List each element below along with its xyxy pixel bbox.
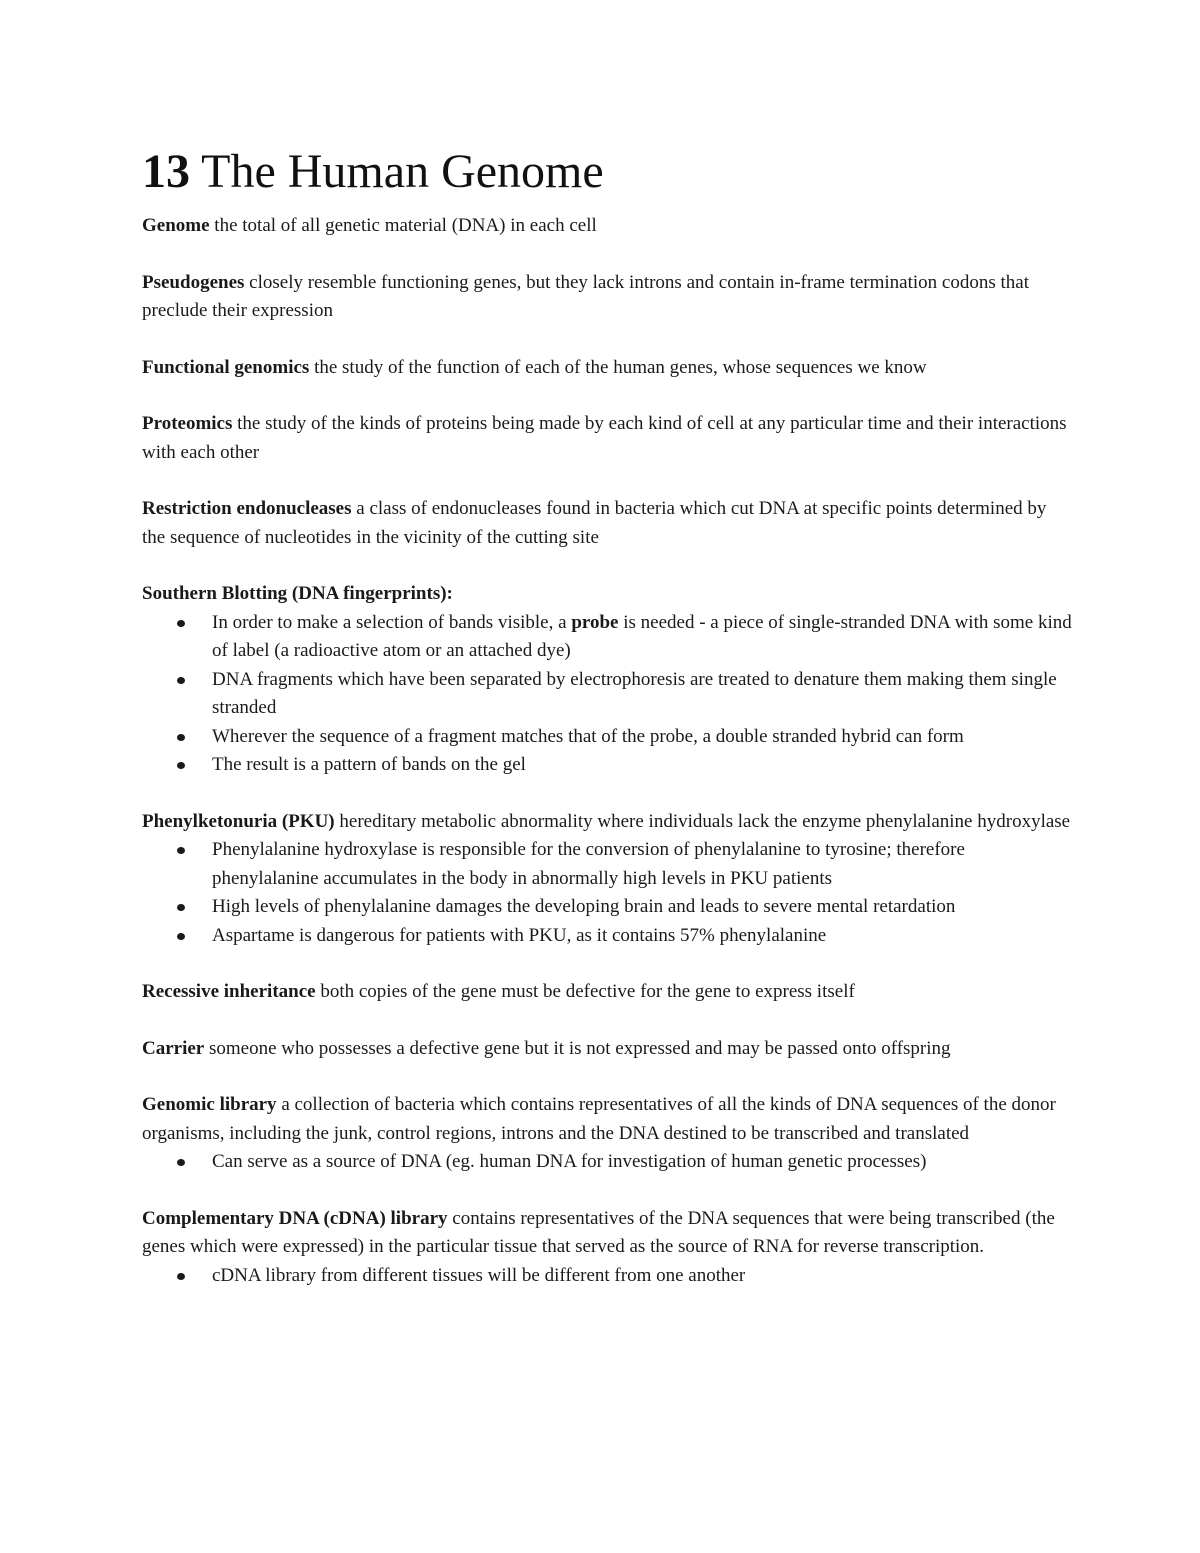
term-label: Recessive inheritance [142,981,316,1002]
term-label: Pseudogenes [142,271,245,293]
definition-restriction-endonucleases [142,495,1072,552]
cdna-library-list [142,1262,1072,1291]
definition-text: the study of the kinds of proteins being made by each kind of cell at any particular time and their interactions with each other [142,413,1067,463]
list-item-bold-text: probe [571,611,619,633]
list-item [142,751,1072,780]
genomic-library-list [142,1148,1072,1177]
list-item-text: Phenylalanine hydroxylase is responsible for the conversion of phenylalanine to tyrosine; therefore phenylalanine accumulates in the body in abnormally high levels in PKU patients [212,839,965,889]
definition-proteomics [142,410,1072,467]
title-text: The Human Genome [190,145,604,198]
list-item [142,893,1072,922]
definition-phenylketonuria [142,808,1072,837]
title-number: 13 [142,145,190,198]
definition-functional-genomics [142,354,1072,383]
bullet-icon [177,677,185,684]
definition-genomic-library [142,1091,1072,1148]
bullet-icon [177,734,185,741]
bullet-icon [177,1159,185,1166]
list-item-text: Aspartame is dangerous for patients with PKU, as it contains 57% phenylalanine [212,924,827,946]
bullet-icon [177,904,185,911]
definition-cdna-library [142,1205,1072,1262]
list-item-text: High levels of phenylalanine damages the developing brain and leads to severe mental retardation [212,896,956,917]
list-item-text: The result is a pattern of bands on the gel [212,754,526,775]
term-label: Carrier [142,1037,205,1059]
list-item [142,836,1072,893]
list-item [142,922,1072,951]
definition-text: the total of all genetic material (DNA) in each cell [209,215,597,236]
term-label: Complementary DNA (cDNA) library [142,1207,448,1229]
definition-text: hereditary metabolic abnormality where individuals lack the enzyme phenylalanine hydroxylase [334,810,1071,832]
pku-list [142,836,1072,950]
list-item-text: Can serve as a source of DNA (eg. human DNA for investigation of human genetic processes) [212,1151,927,1172]
bullet-icon [177,933,185,940]
list-item-text: In order to make a selection of bands visible, a [212,611,572,633]
definition-text: someone who possesses a defective gene but it is not expressed and may be passed onto offspring [204,1037,951,1059]
list-item-text: is needed - a piece of single-stranded DNA with some kind of label (a radioactive atom or an attached dye) [212,611,1072,661]
definition-pseudogenes [142,269,1072,326]
term-label: Proteomics [142,413,233,434]
term-label: Restriction endonucleases [142,498,352,519]
definition-genome [142,212,1072,241]
definition-text: a collection of bacteria which contains representatives of all the kinds of DNA sequences of the donor organisms, including the junk, control regions, introns and the DNA destined to be transcribed and translated [142,1094,1056,1144]
bullet-icon [177,1273,185,1280]
list-item [142,666,1072,723]
bullet-icon [177,847,185,854]
list-item-text: Wherever the sequence of a fragment matches that of the probe, a double stranded hybrid can form [212,725,964,747]
list-item-text: DNA fragments which have been separated by electrophoresis are treated to denature them making them single stranded [212,668,1057,718]
bullet-icon [177,620,185,627]
list-item [142,1148,1072,1177]
bullet-icon [177,762,185,769]
definition-text: the study of the function of each of the human genes, whose sequences we know [309,356,927,378]
list-item [142,1262,1072,1291]
term-label: Genome [142,215,210,236]
definition-text: both copies of the gene must be defective for the gene to express itself [315,981,855,1002]
document-page [142,140,1072,1318]
term-label: Genomic library [142,1094,277,1115]
definition-recessive-inheritance [142,978,1072,1007]
term-label: Functional genomics [142,356,310,378]
list-item-text: cDNA library from different tissues will be different from one another [212,1264,746,1286]
section-heading-southern-blotting [142,580,1072,609]
page-title [142,140,1072,204]
list-item [142,609,1072,666]
definition-text: contains representatives of the DNA sequences that were being transcribed (the genes which were expressed) in the particular tissue that served as the source of RNA for reverse transcription. [142,1207,1055,1257]
definition-carrier [142,1035,1072,1064]
definition-text: closely resemble functioning genes, but they lack introns and contain in-frame termination codons that preclude their expression [142,271,1029,321]
heading-label: Southern Blotting (DNA fingerprints): [142,583,453,604]
definition-text: a class of endonucleases found in bacteria which cut DNA at specific points determined by the sequence of nucleotides in the vicinity of the cutting site [142,498,1047,548]
southern-blotting-list [142,609,1072,780]
term-label: Phenylketonuria (PKU) [142,810,335,832]
list-item [142,723,1072,752]
